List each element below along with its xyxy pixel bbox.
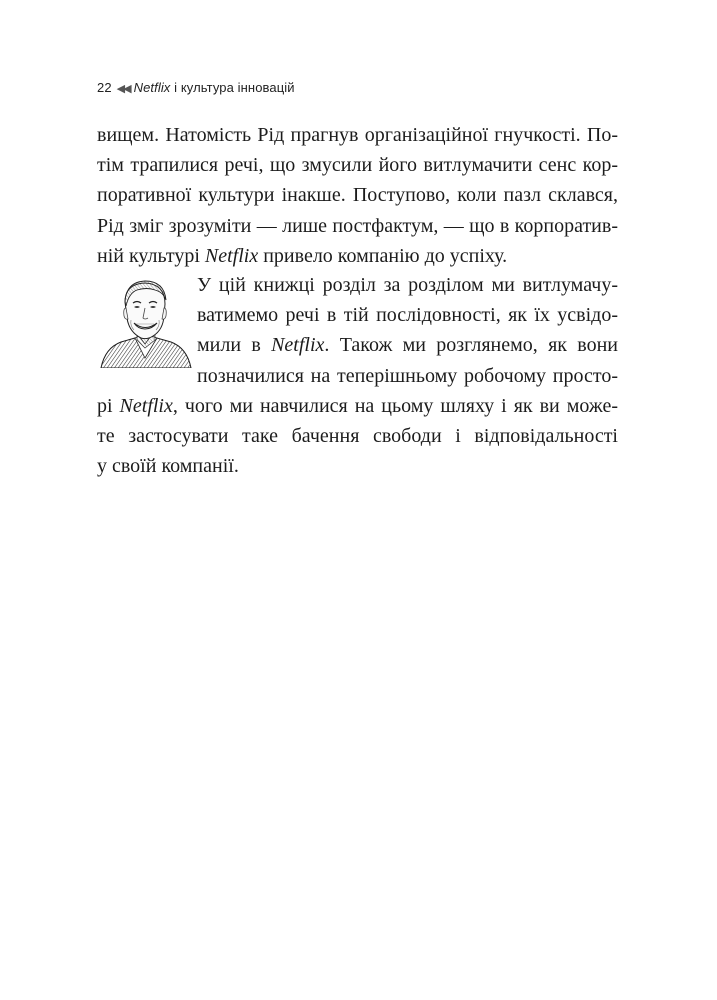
- text-line: позначилися на теперішньому робочому просто-: [197, 364, 618, 387]
- text-line: [97, 241, 618, 271]
- header-title: і культура інновацій: [170, 80, 295, 95]
- text-line: [97, 330, 618, 360]
- netflix-italic: Netflix: [119, 394, 173, 417]
- text-fragment: . Також ми розглянемо, як вони: [324, 334, 618, 357]
- double-arrow-icon: ◀◀: [116, 83, 130, 95]
- text-line: Рід зміг зрозуміти — лише постфактум, — що в корпоратив-: [97, 214, 618, 237]
- text-fragment: мили в: [197, 334, 272, 357]
- running-head: [97, 80, 295, 97]
- text-line: поративної культури інакше. Поступово, коли пазл склався,: [97, 184, 618, 207]
- text-fragment: привело компанію до успіху.: [258, 244, 508, 267]
- text-line: [97, 391, 618, 421]
- netflix-italic: Netflix: [271, 334, 325, 357]
- text-line: ватимемо речі в тій послідовності, як їх усвідо-: [197, 304, 618, 327]
- text-line: у своїй компанії.: [97, 455, 239, 478]
- header-brand: Netflix: [133, 80, 171, 95]
- page-number: 22: [97, 80, 112, 95]
- text-fragment: , чого ми навчилися на цьому шляху і як ви може-: [172, 394, 618, 417]
- netflix-italic: Netflix: [204, 244, 259, 267]
- text-line: У цій книжці розділ за розділом ми витлумачу-: [197, 274, 618, 296]
- text-line: тім трапилися речі, що змусили його витлумачити сенс кор-: [97, 154, 618, 177]
- paragraph-1: [97, 120, 618, 271]
- text-fragment: рі: [97, 394, 120, 417]
- text-fragment: ній культурі: [97, 244, 205, 267]
- text-line: те застосувати таке бачення свободи і відповідальності: [97, 425, 618, 448]
- text-line: вищем. Натомість Рід прагнув організаційної гнучкості. По-: [97, 124, 618, 146]
- paragraph-2: [97, 270, 618, 481]
